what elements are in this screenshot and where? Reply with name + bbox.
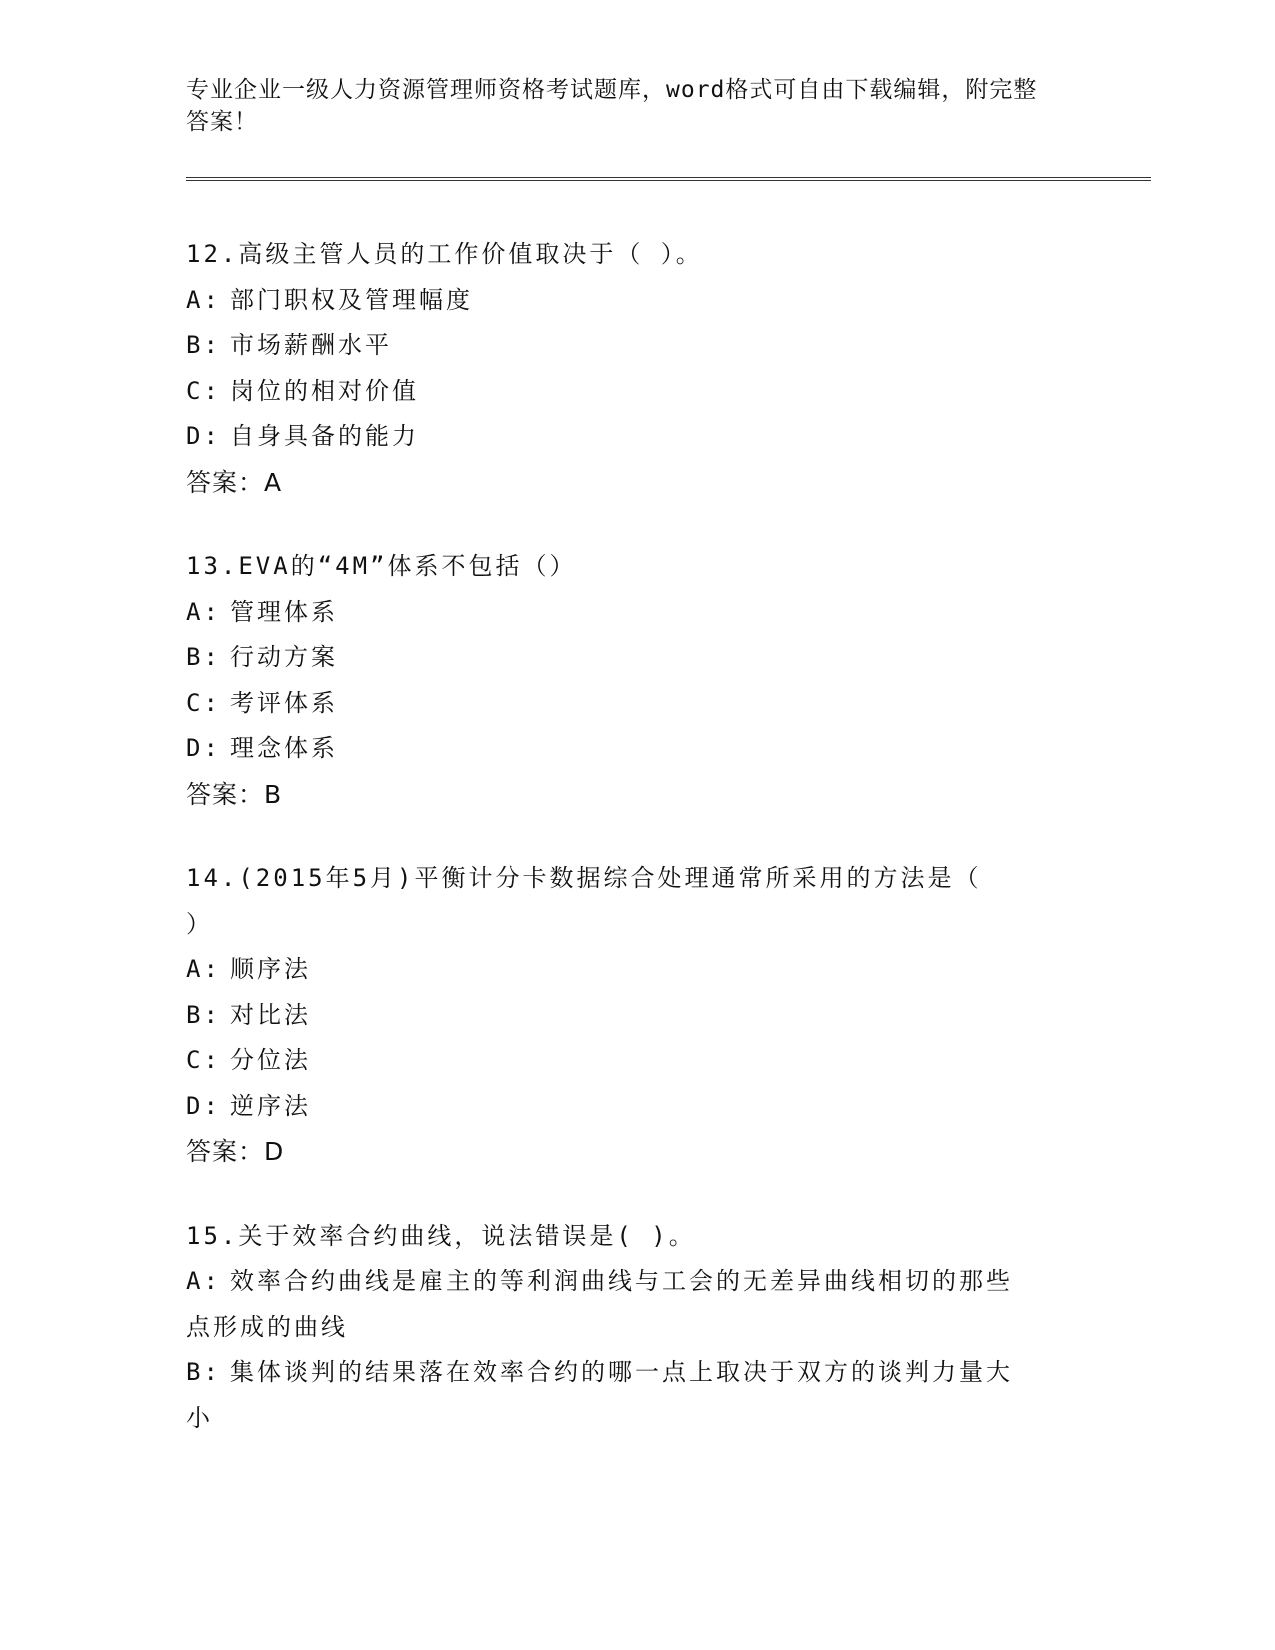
option-b xyxy=(186,993,1086,1039)
option-text: 集体谈判的结果落在效率合约的哪一点上取决于双方的谈判力量大 xyxy=(230,1358,1013,1386)
option-text: 顺序法 xyxy=(230,955,311,983)
option-b-continued: 小 xyxy=(186,1403,213,1432)
option-text: 自身具备的能力 xyxy=(230,422,419,450)
question-15 xyxy=(186,1214,1086,1442)
option-prefix: A: xyxy=(186,285,221,314)
option-a-continued: 点形成的曲线 xyxy=(186,1312,348,1341)
question-stem: 15.关于效率合约曲线，说法错误是( )。 xyxy=(186,1221,696,1250)
option-text: 考评体系 xyxy=(230,688,338,717)
question-stem-continued: ） xyxy=(186,909,213,938)
option-a xyxy=(186,590,1086,636)
option-a xyxy=(186,1259,1086,1305)
option-prefix: A: xyxy=(186,955,221,983)
option-b xyxy=(186,635,1086,681)
question-13 xyxy=(186,544,1086,817)
option-c xyxy=(186,369,1086,415)
option-text: 对比法 xyxy=(230,1000,311,1029)
question-stem: 12.高级主管人员的工作价值取决于（ ）。 xyxy=(186,240,703,268)
header-line-2: 答案！ xyxy=(186,109,258,135)
option-prefix: B: xyxy=(186,643,221,671)
option-prefix: B: xyxy=(186,331,221,359)
option-prefix: D: xyxy=(186,734,221,762)
option-text: 理念体系 xyxy=(230,734,338,762)
option-text: 岗位的相对价值 xyxy=(230,376,419,405)
question-list xyxy=(186,232,1086,1480)
question-stem: 14.(2015年5月)平衡计分卡数据综合处理通常所采用的方法是（ xyxy=(186,864,982,892)
option-prefix: D: xyxy=(186,422,221,450)
option-b xyxy=(186,323,1086,369)
option-text: 市场薪酬水平 xyxy=(230,331,392,359)
option-a xyxy=(186,278,1086,324)
option-prefix: C: xyxy=(186,688,221,717)
option-text: 分位法 xyxy=(230,1046,311,1074)
header-line-1: 专业企业一级人力资源管理师资格考试题库，word格式可自由下载编辑，附完整 xyxy=(186,77,1038,103)
document-header xyxy=(186,74,1076,138)
answer-line: 答案：A xyxy=(186,467,283,497)
option-prefix: A: xyxy=(186,1267,221,1295)
question-stem: 13.EVA的“4M”体系不包括（） xyxy=(186,552,577,580)
option-prefix: C: xyxy=(186,376,221,405)
option-prefix: B: xyxy=(186,1000,221,1029)
option-text: 逆序法 xyxy=(230,1091,311,1120)
option-a xyxy=(186,947,1086,993)
option-b xyxy=(186,1350,1086,1396)
option-d xyxy=(186,1084,1086,1130)
option-text: 行动方案 xyxy=(230,643,338,671)
option-text: 效率合约曲线是雇主的等利润曲线与工会的无差异曲线相切的那些 xyxy=(230,1267,1013,1295)
option-text: 部门职权及管理幅度 xyxy=(230,285,473,314)
option-prefix: C: xyxy=(186,1046,221,1074)
answer-line: 答案：B xyxy=(186,779,283,809)
option-text: 管理体系 xyxy=(230,597,338,626)
option-d xyxy=(186,414,1086,460)
header-double-rule xyxy=(186,177,1151,181)
option-d xyxy=(186,726,1086,772)
question-12 xyxy=(186,232,1086,505)
option-c xyxy=(186,681,1086,727)
option-prefix: B: xyxy=(186,1358,221,1386)
option-c xyxy=(186,1038,1086,1084)
answer-line: 答案：D xyxy=(186,1137,285,1166)
option-prefix: D: xyxy=(186,1091,221,1120)
option-prefix: A: xyxy=(186,597,221,626)
question-14 xyxy=(186,856,1086,1175)
